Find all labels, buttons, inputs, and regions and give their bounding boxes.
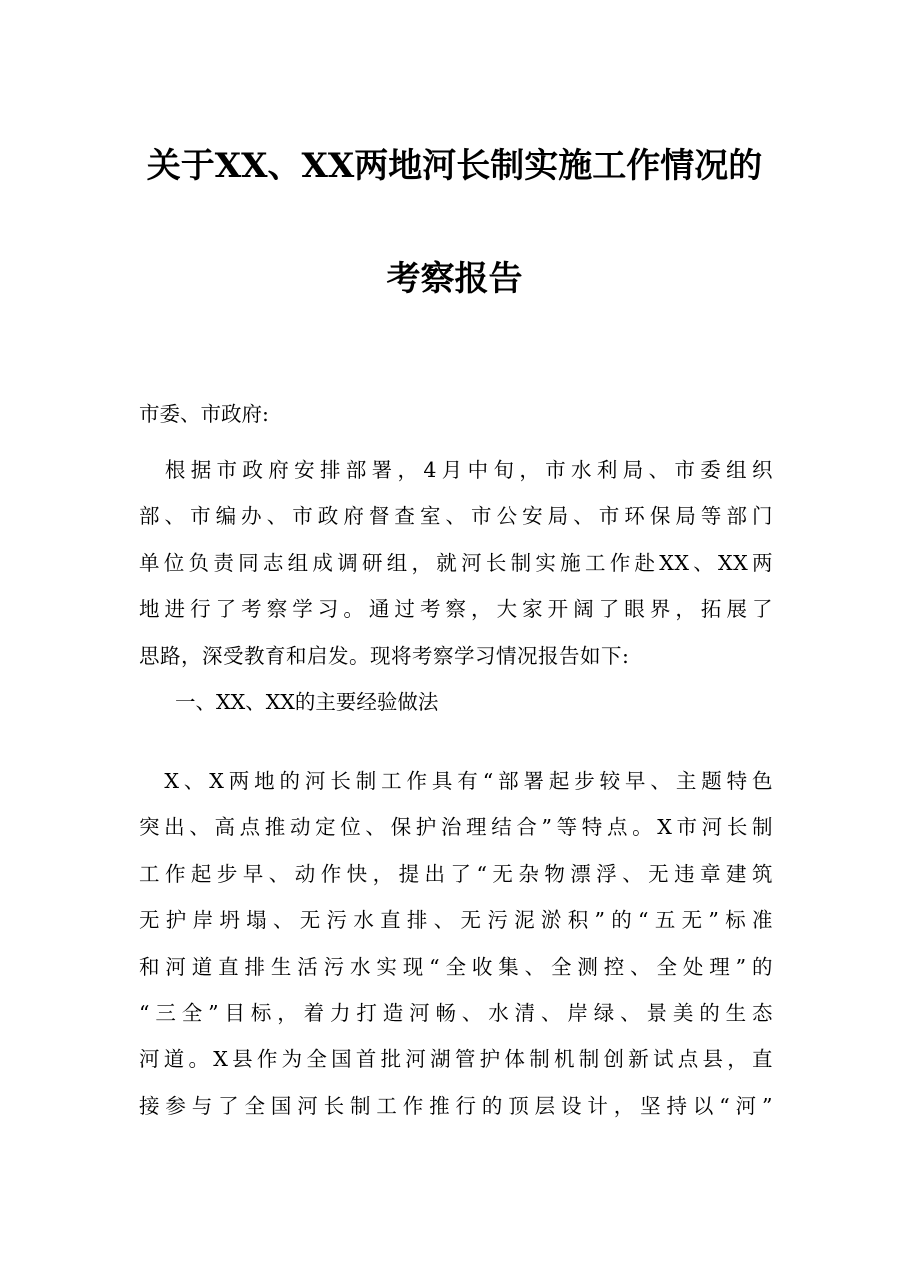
paragraph-line: 单位负责同志组成调研组，就河长制实施工作赴XX、XX两: [139, 550, 773, 575]
paragraph-line: 部、市编办、市政府督查室、市公安局、市环保局等部门: [139, 504, 773, 529]
paragraph-intro: [139, 447, 773, 679]
paragraph-line: 接参与了全国河长制工作推行的顶层设计，坚持以“河”: [139, 1093, 773, 1118]
document-title-line-1: 关于XX、XX两地河长制实施工作情况的: [146, 146, 763, 186]
paragraph-line: “三全”目标，着力打造河畅、水清、岸绿、景美的生态: [139, 1001, 773, 1026]
paragraph-line: 工作起步早、动作快，提出了“无杂物漂浮、无违章建筑: [139, 861, 773, 886]
paragraph-line: X、X两地的河长制工作具有“部署起步较早、主题特色: [139, 769, 773, 793]
paragraph-experience: [139, 758, 773, 1129]
paragraph-line: 根据市政府安排部署，4月中旬，市水利局、市委组织: [139, 458, 773, 482]
paragraph-line: 思路，深受教育和启发。现将考察学习情况报告如下:: [139, 643, 630, 668]
paragraph-line: 无护岸坍塌、无污水直排、无污泥淤积”的“五无”标准: [139, 908, 773, 933]
salutation: 市委、市政府:: [139, 402, 269, 426]
document-title-line-2: 考察报告: [386, 259, 523, 299]
paragraph-line: 和河道直排生活污水实现“全收集、全测控、全处理”的: [139, 954, 773, 979]
paragraph-line: 河道。X县作为全国首批河湖管护体制机制创新试点县，直: [139, 1047, 773, 1072]
section-heading: 一、XX、XX的主要经验做法: [175, 690, 439, 714]
paragraph-line: 突出、高点推动定位、保护治理结合”等特点。X市河长制: [139, 815, 773, 840]
paragraph-line: 地进行了考察学习。通过考察，大家开阔了眼界，拓展了: [139, 597, 773, 622]
